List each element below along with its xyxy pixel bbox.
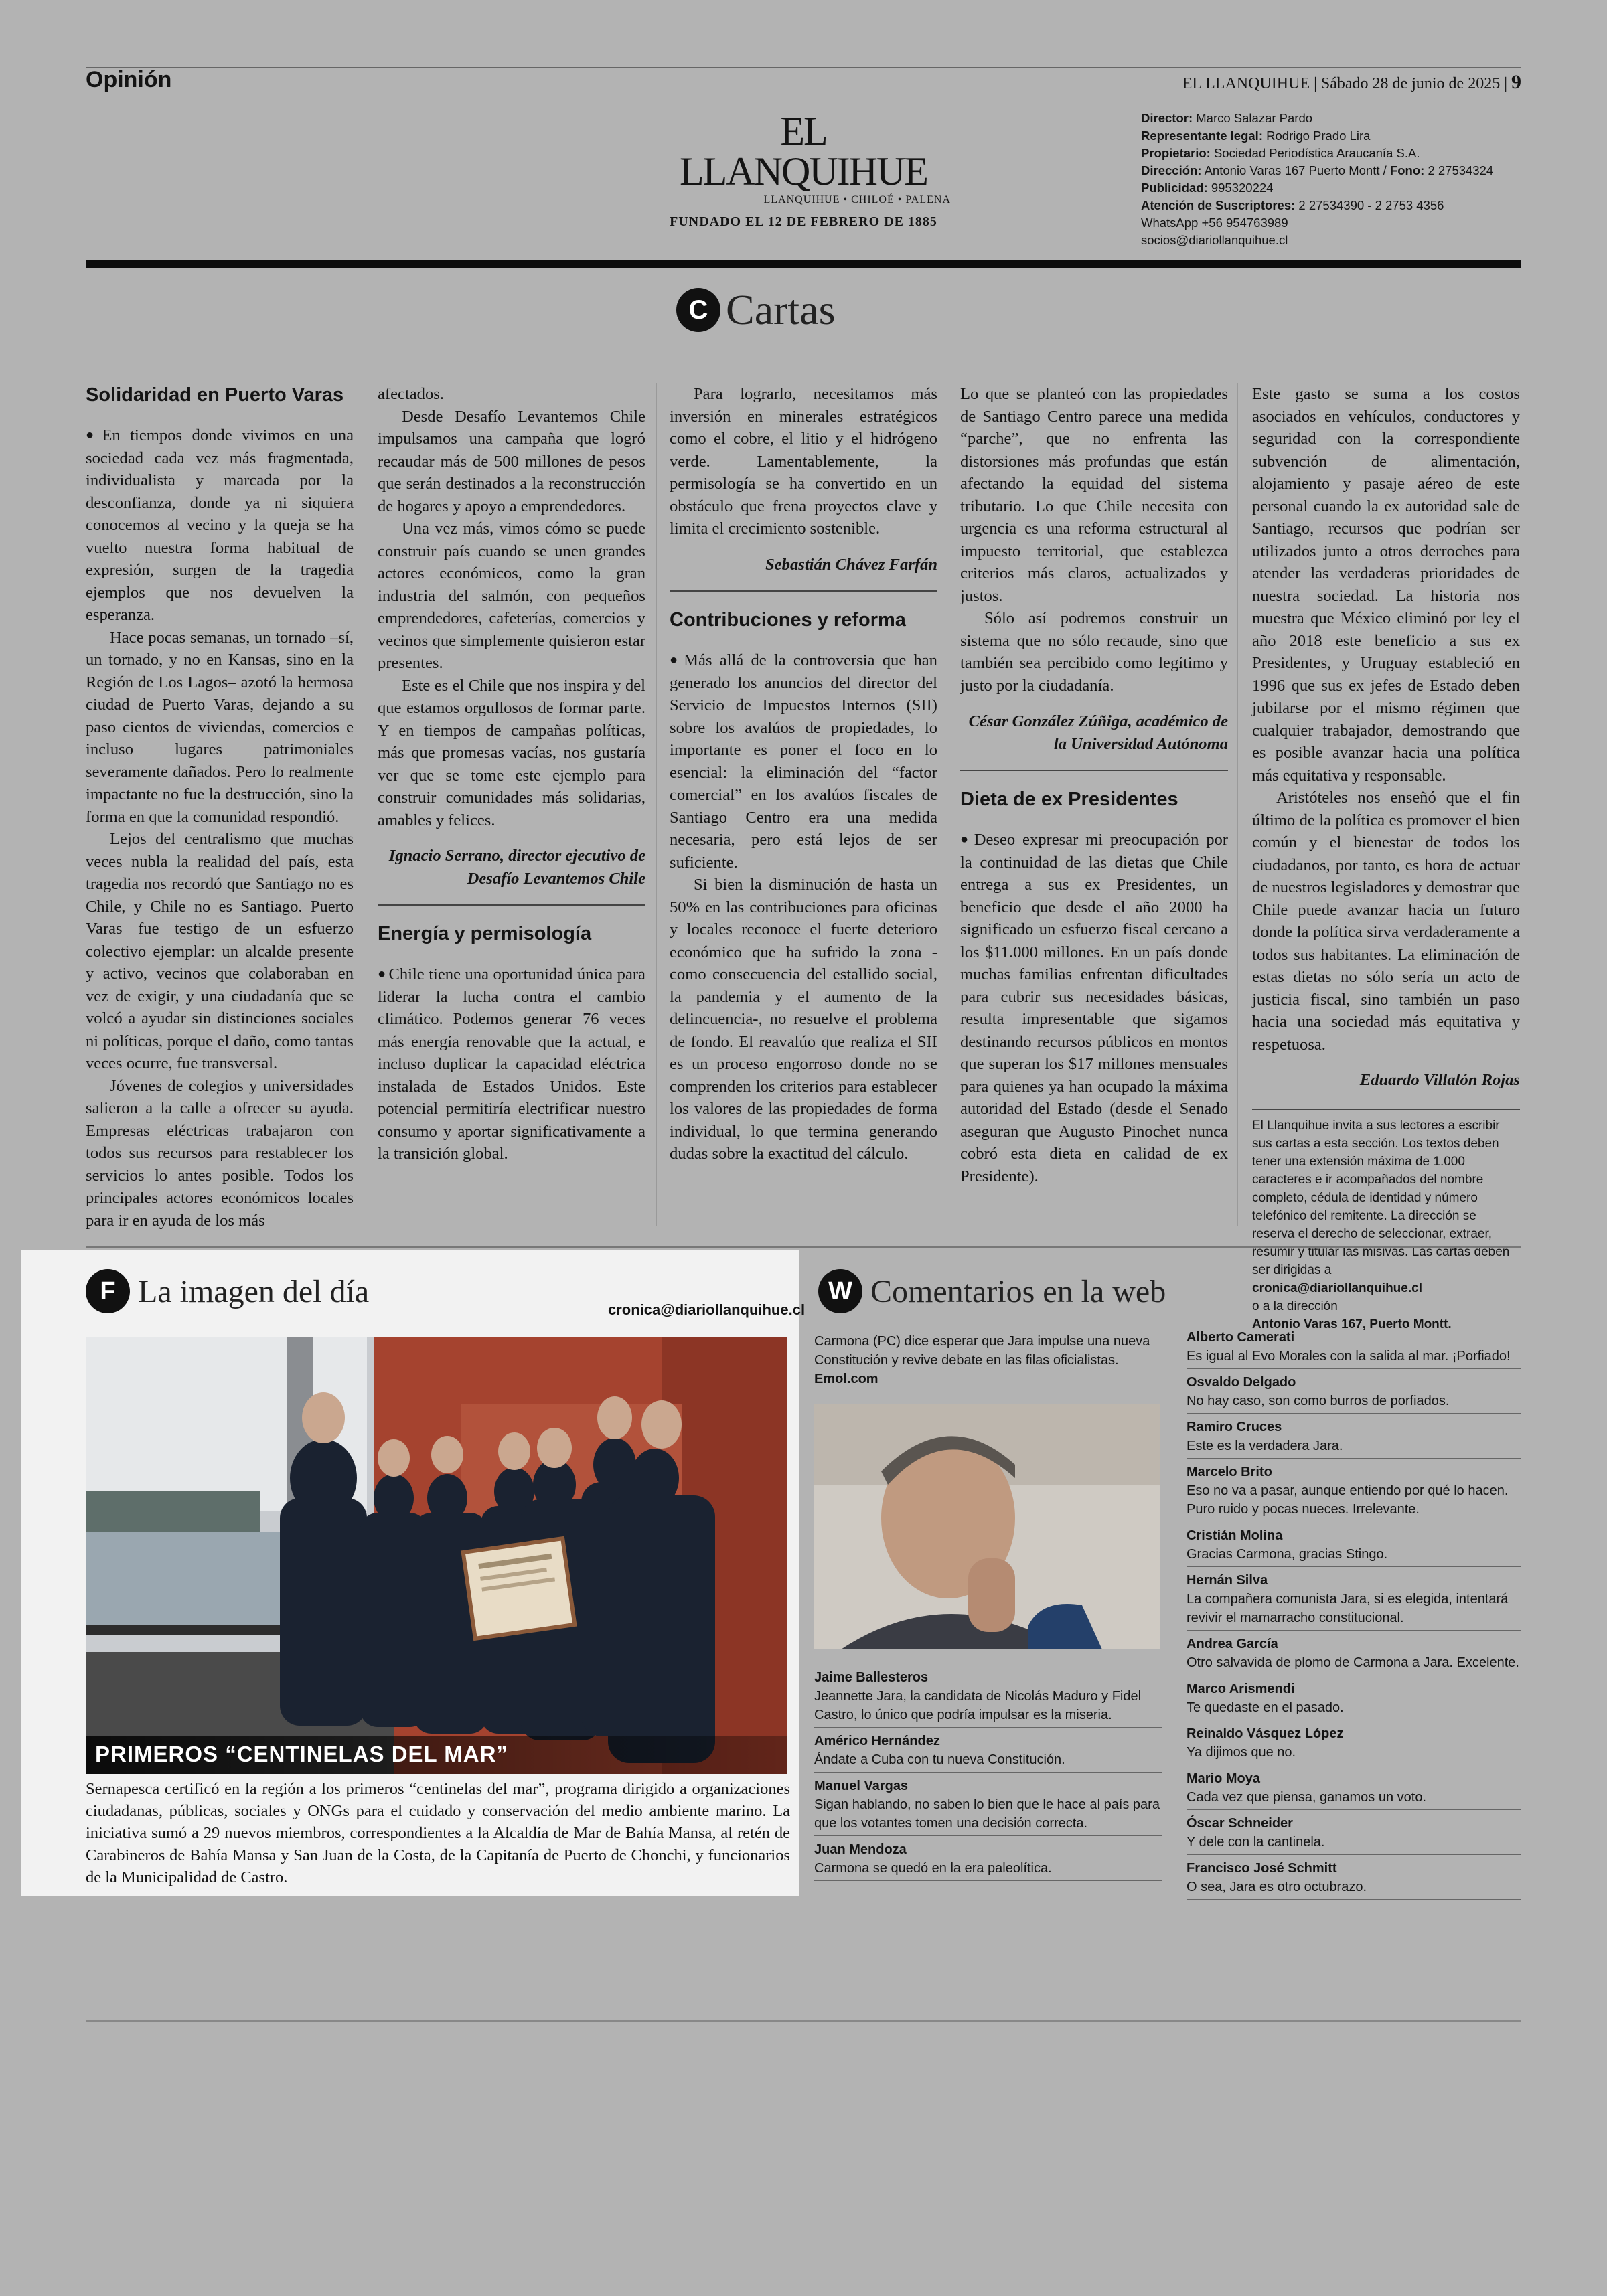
letter-paragraph: ● Más allá de la controversia que han generado los anuncios del director del Servicio de Impuestos Internos (SII) sobre los avalúos de propiedades, lo importante es poner el foco en lo esencial: la eliminación del “factor comercial” en los avalúos fiscales de Santiago Centro era una medida necesaria, pero está lejos de ser suficiente. [670, 649, 937, 874]
ads: 995320224 [1211, 181, 1274, 195]
image-of-day-title: La imagen del día [138, 1273, 370, 1309]
masthead-founded: FUNDADO EL 12 DE FEBRERO DE 1885 [670, 214, 937, 229]
owner-label: Propietario: [1141, 146, 1211, 160]
photo-caption: Sernapesca certificó en la región a los primeros “centinelas del mar”, programa dirigido a organizaciones ciudadanas, públicas, sociales y ONGs para el cuidado y conservación del medio ambiente marino. La iniciativa sumó a 29 nuevos miembros, correspondientes a la Alcaldía de Mar de Bahía Mansa, al retén de Carabineros de Bahía Mansa y San Juan de la Costa, de la Capitanía de Puerto de Chonchi, y funcionarios de la Municipalidad de Castro. [86, 1780, 790, 1886]
comment-text: Gracias Carmona, gracias Stingo. [1187, 1547, 1388, 1562]
comment-author: Osvaldo Delgado [1187, 1375, 1296, 1390]
letter-title: Energía y permisología [378, 923, 592, 945]
portrait-image [814, 1404, 1160, 1649]
comment-item [1187, 1768, 1521, 1810]
comment-author: Manuel Vargas [814, 1779, 909, 1793]
comment-text: Y dele con la cantinela. [1187, 1835, 1325, 1850]
comment-item [1187, 1525, 1521, 1567]
letter-paragraph: Desde Desafío Levantemos Chile impulsamos una campaña que logró recaudar más de 500 millones de pesos que serán destinados a la reconstrucción de hogares y apoyo a emprendedores. [378, 407, 645, 515]
letters-notice [1252, 1117, 1520, 1333]
comments-right-list [1187, 1327, 1521, 1902]
comments-intro [814, 1332, 1162, 1388]
comment-photo [814, 1404, 1160, 1649]
letter-paragraph: Este gasto se suma a los costos asociados en vehículos, conductores y seguridad con la correspondiente subvención de alimentación, alojamiento y pasaje aéreo de este personal cuando la ex autoridad sale de Santiago, recursos que podrían ser utilizados junto a otros derroches para atender las verdaderas prioridades de nuestra sociedad. La historia nos muestra que México eliminó por ley el año 2018 este beneficio a sus ex Presidentes, y Uruguay estableció en 1996 que sus ex jefes de Estado deben jubilarse por el mismo régimen que cualquier trabajador, demostrando que es posible avanzar hacia una política más equitativa y responsable. [1252, 385, 1520, 785]
letters-column-5 [1252, 383, 1520, 1333]
comments-left-list [814, 1667, 1162, 1884]
letter-title: Solidaridad en Puerto Varas [86, 384, 344, 406]
comment-item [1187, 1416, 1521, 1459]
comment-author: Óscar Schneider [1187, 1816, 1293, 1831]
comment-item [814, 1839, 1162, 1881]
letter-paragraph: ● Deseo expresar mi preocupación por la continuidad de las dietas que Chile entrega a sus ex Presidentes, un beneficio que desde el año 2000 ha significado un esfuerzo fiscal cercano a los $11.000 millones. En un país donde muchas familias enfrentan dificultades para cubrir sus necesidades básicas, resulta impresentable que sigamos destinando recursos públicos en montos que superan los $17 millones mensuales para quienes ya han ocupado la máxima autoridad del Estado (desde el Senado aseguran que Augusto Pinochet nunca cobró esta dieta en calidad de ex Presidente). [960, 829, 1228, 1187]
letter-paragraph: Sólo así podremos construir un sistema que no sólo recaude, sino que también sea percibido como legítimo y justo por la ciudadanía. [960, 609, 1228, 695]
letter-separator [670, 590, 937, 592]
comment-item [814, 1667, 1162, 1728]
masthead-sub: LLANQUIHUE • CHILOÉ • PALENA [763, 194, 951, 206]
masthead-logo: EL LLANQUIHUE [680, 109, 927, 193]
notice-or: o a la dirección [1252, 1299, 1338, 1313]
notice-rule [1252, 1109, 1520, 1110]
letter-separator [378, 904, 645, 906]
letter-signature: Eduardo Villalón Rojas [1359, 1071, 1520, 1089]
address: Antonio Varas 167 Puerto Montt / [1204, 163, 1387, 177]
comment-author: Mario Moya [1187, 1771, 1261, 1786]
credits-box [1141, 110, 1523, 249]
paper-folio: EL LLANQUIHUE | Sábado 28 de junio de 2025 | [1182, 75, 1507, 92]
letter-paragraph: Este es el Chile que nos inspira y del que estamos orgullosos de formar parte. Y en tiempos de campañas políticas, más que promesas vacías, nos gustaría ver que se tome este ejemplo para construir comunidades más solidarias, amables y felices. [378, 676, 645, 829]
photo-title: PRIMEROS “CENTINELAS DEL MAR” [86, 1736, 787, 1774]
web-comments-title: Comentarios en la web [870, 1273, 1166, 1309]
comment-item [1187, 1461, 1521, 1522]
photo [86, 1337, 787, 1774]
cartas-badge-icon: C [676, 288, 720, 332]
comment-text: La compañera comunista Jara, si es elegida, intentará revivir el mamarracho constitucional. [1187, 1592, 1509, 1625]
address-label: Dirección: [1141, 163, 1202, 177]
masthead [656, 111, 951, 230]
letter-paragraph: Jóvenes de colegios y universidades salieron a la calle a ofrecer su ayuda. Empresas eléctricas trabajaron con todos sus recursos para restablecer los servicios lo antes posible. Todos los principales actores económicos locales para ir en ayuda de los más [86, 1076, 354, 1230]
letter-paragraph: afectados. [378, 385, 444, 403]
comment-text: Ándate a Cuba con tu nueva Constitución. [814, 1752, 1065, 1767]
mid-rule [86, 1246, 1521, 1248]
comment-item [1187, 1858, 1521, 1900]
comment-text: No hay caso, son como burros de porfiados. [1187, 1394, 1450, 1408]
rep-label: Representante legal: [1141, 129, 1263, 143]
cartas-title: Cartas [726, 286, 836, 333]
comment-text: Jeannette Jara, la candidata de Nicolás Maduro y Fidel Castro, lo único que podría impulsar es la miseria. [814, 1689, 1142, 1722]
letter-paragraph: Aristóteles nos enseñó que el fin último de la política es promover el bien común y el bienestar de todos los ciudadanos, por tanto, es hora de actuar de nuestros legisladores y demostrar que Chile puede avanzar hacia un futuro donde la política sirva verdaderamente a todos sus habitantes. La eliminación de estas dietas no sólo sería un acto de justicia fiscal, sino también un paso hacia una sociedad más equitativa y respetuosa. [1252, 789, 1520, 1054]
comment-text: Eso no va a pasar, aunque entiendo por qué lo hacen. Puro ruido y pocas nueces. Irrelevante. [1187, 1483, 1509, 1517]
column-divider [656, 383, 657, 1226]
header-heavy-rule [86, 260, 1521, 268]
image-of-day-email[interactable]: cronica@diariollanquihue.cl [608, 1301, 806, 1318]
comment-author: Jaime Ballesteros [814, 1670, 929, 1685]
letter-signature: Sebastián Chávez Farfán [765, 555, 937, 574]
comment-text: Te quedaste en el pasado. [1187, 1700, 1344, 1715]
letter-paragraph: Lejos del centralismo que muchas veces nubla la realidad del país, esta tragedia nos recordó que Santiago no es Chile, y Chile no es Santiago. Puerto Varas fue testigo de un esfuerzo colectivo ejemplar: un alcalde presente y activo, vecinos que colaboraban en vez de exigir, y una ciudadanía que se volcó a ayudar sin distinciones sociales ni políticas, porque el daño, como tantas veces ocurre, fue transversal. [86, 830, 354, 1072]
credits-email[interactable]: socios@diariollanquihue.cl [1141, 233, 1288, 247]
letter-signature: Ignacio Serrano, director ejecutivo de Desafío Levantemos Chile [388, 847, 645, 888]
image-of-day-badge-icon: F [86, 1269, 130, 1313]
letters-column-4 [960, 383, 1228, 1187]
comment-author: Andrea García [1187, 1637, 1278, 1651]
notice-address: Antonio Varas 167, Puerto Montt. [1252, 1317, 1452, 1331]
comment-author: Marco Arismendi [1187, 1682, 1295, 1696]
cartas-header [676, 285, 836, 335]
page-number: 9 [1511, 71, 1521, 93]
letter-signature: César González Zúñiga, académico de la Universidad Autónoma [968, 712, 1228, 753]
letters-column-3 [670, 383, 937, 1165]
image-of-day-header [86, 1269, 369, 1313]
letter-paragraph: ● Chile tiene una oportunidad única para liderar la lucha contra el cambio climático. Podemos generar 76 veces más energía renovable que la actual, e incluso duplicar la capacidad eléctrica instalada de Estados Unidos. Este potencial permitiría electrificar nuestro consumo y aportar significativamente a la transición global. [378, 963, 645, 1165]
owner: Sociedad Periodística Araucanía S.A. [1213, 146, 1420, 160]
comment-text: Ya dijimos que no. [1187, 1745, 1296, 1760]
column-divider [1237, 383, 1238, 1226]
web-comments-header [818, 1269, 1166, 1313]
phone-label: Fono: [1389, 163, 1425, 177]
comment-item [1187, 1723, 1521, 1765]
letter-paragraph: Para lograrlo, necesitamos más inversión en minerales estratégicos como el cobre, el litio y el hidrógeno verde. Lamentablemente, la permisología se ha convertido en un obstáculo que frena proyectos clave y limita el crecimiento sostenible. [670, 385, 937, 538]
phone: 2 27534324 [1428, 163, 1494, 177]
bottom-rule [86, 2020, 1521, 2022]
comment-author: Juan Mendoza [814, 1842, 907, 1857]
comment-item [1187, 1570, 1521, 1631]
letter-paragraph: ● En tiempos donde vivimos en una sociedad cada vez más fragmentada, individualista y marcada por la desconfianza, donde ya ni siquiera conocemos al vecino y la queja se ha vuelto nuestra forma habitual de expresión, surgen de la tragedia ejemplos que nos devuelven la esperanza. [86, 424, 354, 627]
letter-title: Contribuciones y reforma [670, 609, 906, 631]
comment-text: Cada vez que piensa, ganamos un voto. [1187, 1790, 1427, 1805]
comment-text: O sea, Jara es otro octubrazo. [1187, 1880, 1367, 1894]
comment-text: Sigan hablando, no saben lo bien que le hace al país para que los votantes tomen una decisión correcta. [814, 1797, 1160, 1831]
director: Marco Salazar Pardo [1196, 111, 1313, 125]
comment-author: Américo Hernández [814, 1734, 940, 1748]
comment-item [814, 1730, 1162, 1773]
comment-text: Este es la verdadera Jara. [1187, 1439, 1343, 1453]
subs: 2 27534390 - 2 2753 4356 [1298, 198, 1444, 212]
section-label: Opinión [86, 67, 172, 92]
letter-separator [960, 770, 1228, 771]
photo-image [86, 1337, 787, 1774]
comment-text: Otro salvavida de plomo de Carmona a Jara. Excelente. [1187, 1655, 1519, 1670]
letters-column-1 [86, 383, 354, 1232]
letter-title: Dieta de ex Presidentes [960, 789, 1178, 810]
comment-item [1187, 1813, 1521, 1855]
rep: Rodrigo Prado Lira [1266, 129, 1371, 143]
subs-label: Atención de Suscriptores: [1141, 198, 1296, 212]
letter-paragraph: Si bien la disminución de hasta un 50% en las contribuciones para oficinas y locales reconoce el fuerte deterioro económico que ha sufrido la zona -como consecuencia del estallido social, la pandemia y el aumento de la delincuencia-, no resuelve el problema de fondo. El reavalúo que realiza el SII es un proceso engorroso donde no se comprenden los criterios para establecer los valores de las propiedades de forma individual, lo que termina generando dudas sobre la exactitud del cálculo. [670, 876, 937, 1163]
letter-paragraph: Lo que se planteó con las propiedades de Santiago Centro parece una medida “parche”, que no enfrenta las distorsiones más profundas que están afectando la equidad del sistema tributario. Lo que Chile necesita con urgencia es una reforma estructural al impuesto territorial, que establezca criterios más claros, actualizados y justos. [960, 385, 1228, 605]
comment-author: Alberto Camerati [1187, 1330, 1295, 1345]
comment-author: Cristián Molina [1187, 1528, 1283, 1543]
whatsapp: WhatsApp +56 954763989 [1141, 216, 1288, 230]
comment-item [1187, 1633, 1521, 1675]
notice-text: El Llanquihue invita a sus lectores a escribir sus cartas a esta sección. Los textos deben tener una extensión máxima de 1.000 caracteres e ir acompañados del nombre completo, cédula de identidad y número telefónico del remitente. La dirección se reserva el derecho de seleccionar, extraer, resumir y titular las misivas. Las cartas deben ser dirigidas a [1252, 1118, 1510, 1277]
director-label: Director: [1141, 111, 1193, 125]
folio [1182, 71, 1521, 94]
intro-source: Emol.com [814, 1372, 878, 1386]
comment-item [1187, 1678, 1521, 1720]
comment-item [814, 1775, 1162, 1836]
comment-author: Ramiro Cruces [1187, 1420, 1282, 1434]
comment-item [1187, 1327, 1521, 1369]
web-badge-icon: W [818, 1269, 862, 1313]
ads-label: Publicidad: [1141, 181, 1208, 195]
notice-email[interactable]: cronica@diariollanquihue.cl [1252, 1281, 1422, 1295]
comment-text: Carmona se quedó en la era paleolítica. [814, 1861, 1052, 1876]
comment-author: Hernán Silva [1187, 1573, 1268, 1588]
intro-text: Carmona (PC) dice esperar que Jara impulse una nueva Constitución y revive debate en las filas oficialistas. [814, 1334, 1150, 1368]
comment-author: Francisco José Schmitt [1187, 1861, 1337, 1876]
letters-column-2 [378, 383, 645, 1165]
comment-author: Reinaldo Vásquez López [1187, 1726, 1344, 1741]
letter-paragraph: Una vez más, vimos cómo se puede construir país cuando se unen grandes actores económicos, como la gran industria del salmón, con pequeños emprendedores, cafeterías, comercios y vecinos que simplemente quisieron estar presentes. [378, 519, 645, 672]
comment-text: Es igual al Evo Morales con la salida al mar. ¡Porfiado! [1187, 1349, 1511, 1364]
comment-item [1187, 1372, 1521, 1414]
top-rule [86, 67, 1521, 68]
letter-paragraph: Hace pocas semanas, un tornado –sí, un tornado, y no en Kansas, sino en la Región de Los Lagos– azotó la hermosa ciudad de Puerto Varas, dejando a su paso cientos de viviendas, comercios e incluso lugares patrimoniales severamente dañados. Pero lo realmente impactante no fue la destrucción, sino la forma en que la comunidad respondió. [86, 628, 354, 826]
comment-author: Marcelo Brito [1187, 1465, 1272, 1479]
